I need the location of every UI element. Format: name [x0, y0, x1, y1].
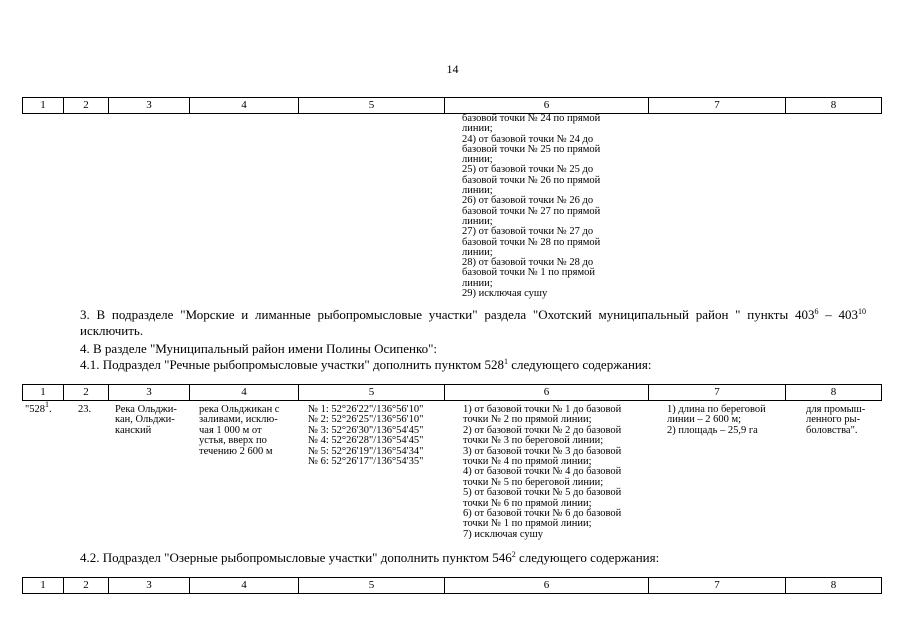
col6-line: 7) исключая сушу: [463, 528, 543, 540]
col-number-6: 6: [445, 578, 649, 594]
col6-line: 6) от базовой точки № 6 до базовой: [463, 508, 622, 520]
col-number-5: 5: [299, 385, 445, 401]
coordinate-line: № 2: 52°26'25"/136°56'10": [308, 414, 424, 426]
col4-line: течению 2 600 м: [199, 445, 273, 457]
col7-line: 1) длина по береговой: [667, 404, 766, 415]
column-header-table-middle: [22, 384, 882, 401]
col6-line: линии;: [462, 123, 493, 135]
col-number-2: 2: [64, 578, 109, 594]
row-528-col8: [806, 405, 865, 436]
col6-line: точки № 4 по прямой линии;: [463, 456, 592, 468]
col6-line: 26) от базовой точки № 26 до: [462, 195, 594, 207]
col3-line: кан, Ольджи-: [115, 414, 175, 426]
col8-line: для промыш-: [806, 404, 866, 415]
row-528-col3: [115, 405, 177, 436]
col-number-3: 3: [109, 578, 190, 594]
coordinate-line: № 4: 52°26'28"/136°54'45": [308, 435, 424, 447]
col-number-8: 8: [786, 385, 882, 401]
coordinate-line: № 5: 52°26'19"/136°54'34": [308, 445, 424, 457]
page-number: 14: [446, 62, 459, 76]
col6-line: точки № 2 по прямой линии;: [463, 414, 592, 426]
col-number-3: 3: [109, 385, 190, 401]
col6-line: линии;: [462, 277, 493, 289]
col6-line: базовой точки № 24 по прямой: [462, 113, 601, 124]
col6-line: 24) от базовой точки № 24 до: [462, 133, 594, 145]
row-528-col6: [463, 405, 621, 540]
col6-line: 25) от базовой точки № 25 до: [462, 164, 594, 176]
col6-line: 2) от базовой точки № 2 до базовой: [463, 424, 622, 436]
col6-line: точки № 6 по прямой линии;: [463, 497, 592, 509]
col-number-2: 2: [64, 98, 109, 114]
col-number-1: 1: [23, 385, 64, 401]
col8-line: ленного ры-: [806, 414, 861, 426]
col6-line: 5) от базовой точки № 5 до базовой: [463, 487, 622, 499]
paragraph-4: 4. В разделе "Муниципальный район имени Полины Осипенко":: [80, 341, 438, 356]
col-number-6: 6: [445, 385, 649, 401]
col3-line: канский: [115, 424, 152, 436]
column-header-table-top: [22, 97, 882, 114]
coordinate-line: № 1: 52°26'22"/136°56'10": [308, 404, 424, 415]
col6-line: точки № 1 по прямой линии;: [463, 518, 592, 530]
col6-line: базовой точки № 26 по прямой: [462, 174, 601, 186]
col4-line: чая 1 000 м от: [199, 424, 262, 436]
col4-line: река Ольджикан с: [199, 404, 280, 415]
col6-line: точки № 3 по береговой линии;: [463, 435, 604, 447]
coordinate-line: № 3: 52°26'30"/136°54'45": [308, 424, 424, 436]
col6-line: 1) от базовой точки № 1 до базовой: [463, 404, 622, 415]
col6-line: линии;: [462, 246, 493, 258]
col6-line: 27) от базовой точки № 27 до: [462, 226, 594, 238]
row-528-col5: [308, 405, 423, 467]
col-number-5: 5: [299, 98, 445, 114]
col-number-1: 1: [23, 578, 64, 594]
col-number-2: 2: [64, 385, 109, 401]
paragraph-4-2: 4.2. Подраздел "Озерные рыбопромысловые участки" дополнить пунктом $546^2$ следующего содержания:: [80, 550, 660, 565]
col6-line: базовой точки № 27 по прямой: [462, 205, 601, 217]
col-number-4: 4: [190, 578, 299, 594]
paragraph-4-1: 4.1. Подраздел "Речные рыбопромысловые участки" дополнить пунктом $528^1$ следующего содержания:: [80, 357, 652, 372]
col-number-1: 1: [23, 98, 64, 114]
row-528-col4: [199, 405, 279, 457]
col4-line: заливами, исклю-: [199, 414, 278, 426]
col-number-8: 8: [786, 98, 882, 114]
col6-line: базовой точки № 25 по прямой: [462, 143, 601, 155]
col-number-8: 8: [786, 578, 882, 594]
row-528-col7: [667, 405, 766, 436]
col6-line: базовой точки № 28 по прямой: [462, 236, 601, 248]
col-number-6: 6: [445, 98, 649, 114]
col6-line: базовой точки № 1 по прямой: [462, 267, 595, 279]
paragraph-3: 3. В подразделе "Морские и лиманные рыбопромысловые участки" раздела "Охотский муниципальный район " пункты $403^6 - 403^{10}$ исключить.: [80, 307, 866, 338]
column-header-table-bottom: [22, 577, 882, 594]
row-528-col2: 23.: [78, 404, 92, 415]
col7-line: 2) площадь – 25,9 га: [667, 424, 758, 436]
col6-line: 28) от базовой точки № 28 до: [462, 257, 594, 269]
col-number-4: 4: [190, 385, 299, 401]
col-number-7: 7: [649, 98, 786, 114]
col-number-3: 3: [109, 98, 190, 114]
col6-line: 4) от базовой точки № 4 до базовой: [463, 466, 622, 478]
col6-line: линии;: [462, 154, 493, 166]
col8-line: боловства".: [806, 424, 858, 436]
col-number-7: 7: [649, 578, 786, 594]
col6-line: линии;: [462, 215, 493, 227]
col7-line: линии – 2 600 м;: [667, 414, 742, 426]
row-528-col1: "$528^1$.: [25, 400, 52, 415]
col-number-5: 5: [299, 578, 445, 594]
col-number-4: 4: [190, 98, 299, 114]
col6-line: 3) от базовой точки № 3 до базовой: [463, 445, 622, 457]
col6-line: линии;: [462, 185, 493, 197]
col6-line: 29) исключая сушу: [462, 288, 548, 300]
col6-line: точки № 5 по береговой линии;: [463, 476, 604, 488]
coordinate-line: № 6: 52°26'17"/136°54'35": [308, 456, 424, 468]
col3-line: Река Ольджи-: [115, 404, 177, 415]
continued-col6-text: [462, 114, 662, 299]
col4-line: устья, вверх по: [199, 435, 267, 447]
col-number-7: 7: [649, 385, 786, 401]
